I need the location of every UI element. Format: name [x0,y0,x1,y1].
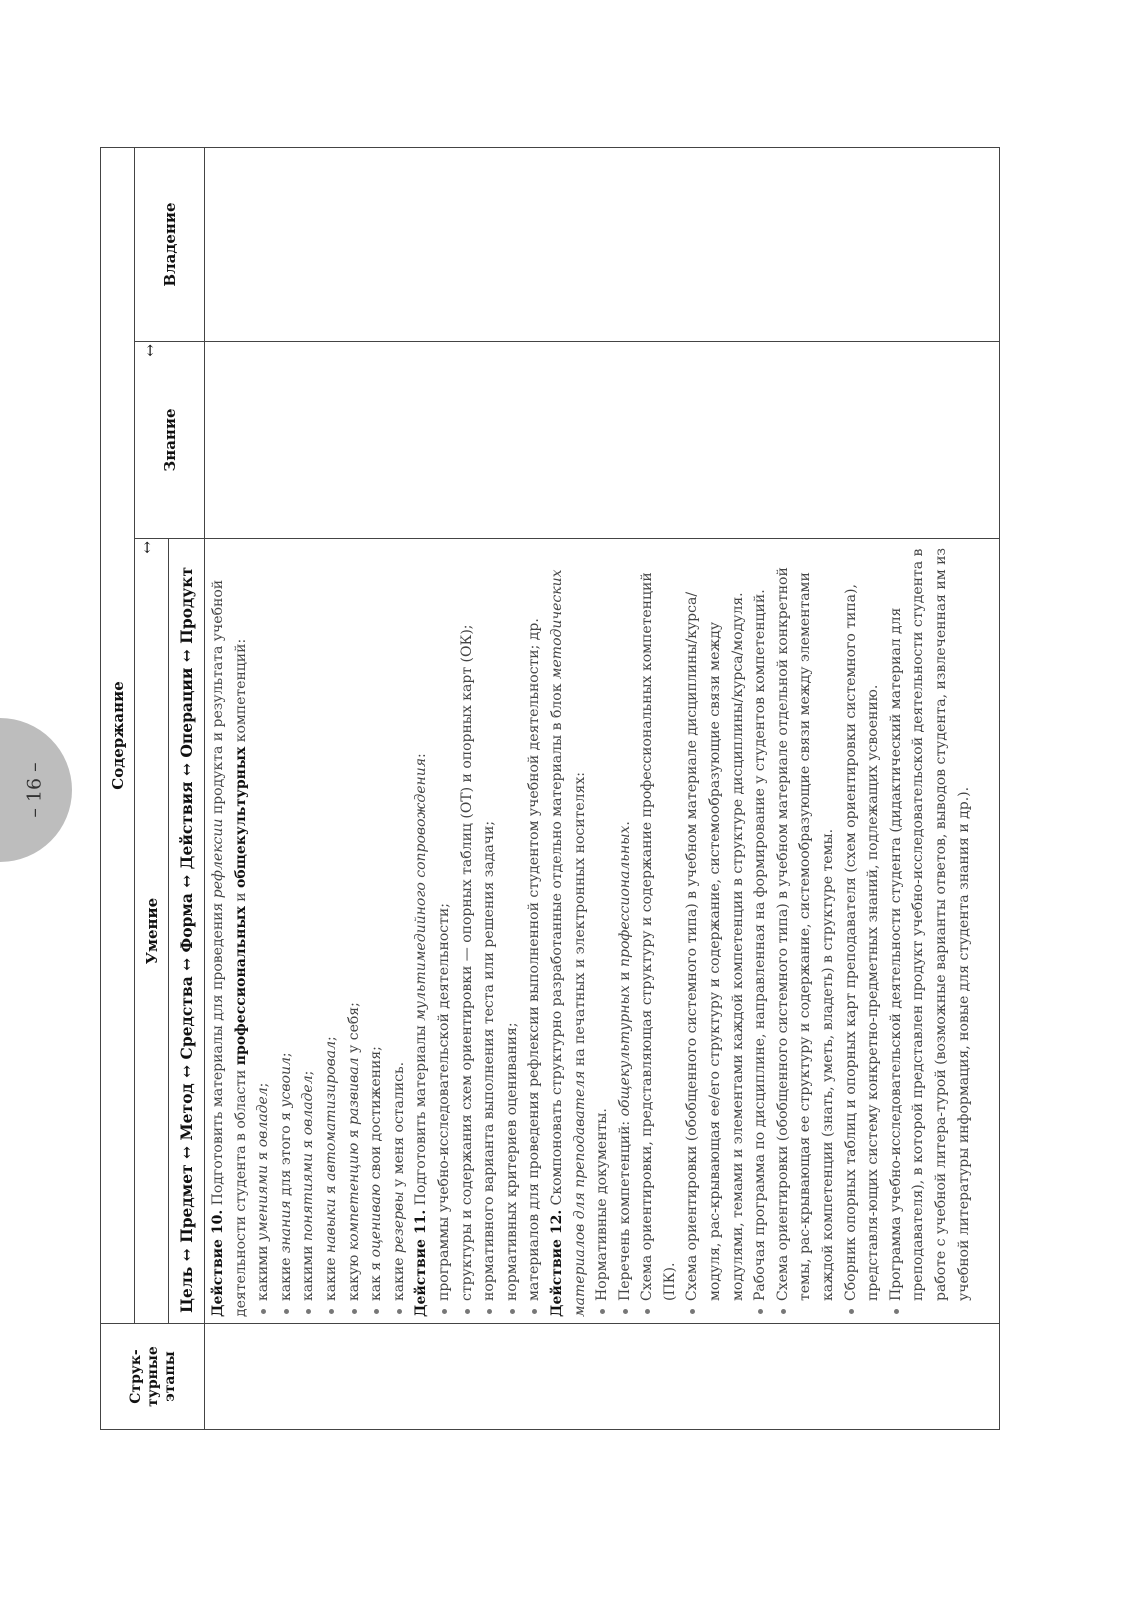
header-knowledge: Знание ↔ [135,342,205,539]
list-item: Программа учебно-исследовательской деятельности студента (дидактический материал для преподавателя), в которой представлен продукт учебно-исследовательской деятельности студента в работе с учебной литера-турой (возможные варианты ответов, выводов студента, извлеченная им из учебной литературы информация, новые для студента знания и др.). [885,545,975,1317]
list-item: Схема ориентировки, представляющая структуру и содержание профессиональных компетенций (ПК). [636,545,681,1317]
page-number-text: – 16 – [24,762,47,818]
list-item: Схема ориентировки (обобщенного системного типа) в учебном материале отдельной конкретной темы, рас-крывающая ее структуру и содержание, системообразующие связи между элементами каждой компетенции (знать, уметь, владеть) в структуре темы. [772,545,840,1317]
list-item: программы учебно-исследовательской деятельности; [433,545,456,1317]
list-item: какие резервы у меня остались. [388,545,411,1317]
list-item: материалов для проведения рефлексии выполненной студентом учебной деятельности; др. [523,545,546,1317]
list-item: Сборник опорных таблиц и опорных карт преподавателя (схем ориентировки системного типа), представля-ющих систему конкретно-предметных знаний, подлежащих усвоению. [840,545,885,1317]
header-chain: Цель ↔ Предмет ↔ Метод ↔ Средства ↔ Форма ↔ Действия ↔ Операции ↔ Продукт [169,539,205,1324]
list-item: какие навыки я автоматизировал; [320,545,343,1317]
header-content: Содержание [101,148,135,1324]
action-11-list [433,545,546,1317]
arrow-icon: ↔ [138,541,156,554]
knowledge-content-cell [205,342,1000,539]
rotated-table-wrapper [100,148,1000,1430]
list-item: Рабочая программа по дисциплине, направленная на формирование у студентов компетенций. [749,545,772,1317]
skill-content-cell [205,539,1000,1324]
action-10-intro: Действие 10. Подготовить материалы для проведения рефлексии продукта и результата учебной деятельности студента в области профессиональных и общекультурных компетенций: [210,579,249,1317]
action-11-intro: Действие 11. Подготовить материалы мультимедийного сопровождения: [413,753,430,1317]
page-number [10,732,60,848]
list-item: Схема ориентировки (обобщенного системного типа) в учебном материале дисциплины/курса/модуля, рас-крывающая ее/его структуру и содержание, системообразующие связи между модулями, темами и элементами каждой компетенции в структуре дисциплины/курса/модуля. [681,545,749,1317]
action-12-intro: Действие 12. Скомпоновать структурно разработанные отдельно материалы в блок методических материалов для преподавателя на печатных и электронных носителях: [548,569,588,1317]
header-skill: Умение ↔ [135,539,169,1324]
list-item: нормативных критериев оценивания; [501,545,524,1317]
header-mastery: Владение [135,148,205,342]
header-stages: Струк-турные этапы [101,1324,205,1430]
list-item: какие знания для этого я усвоил; [275,545,298,1317]
list-item: какими умениями я овладел; [252,545,275,1317]
list-item: какую компетенцию я развивал у себя; [343,545,366,1317]
list-item: нормативного варианта выполнения теста или решения задачи; [478,545,501,1317]
list-item: как я оцениваю свои достижения; [365,545,388,1317]
page-number-tab [0,718,72,862]
list-item: какими понятиями я овладел; [297,545,320,1317]
list-item: структуры и содержания схем ориентировки — опорных таблиц (ОТ) и опорных карт (ОК); [456,545,479,1317]
action-10-list [252,545,410,1317]
action-12-list [591,545,975,1317]
list-item: Нормативные документы. [591,545,614,1317]
content-table [100,147,1000,1430]
mastery-content-cell [205,148,1000,342]
actions-text [207,545,975,1317]
list-item: Перечень компетенций: общекультурных и профессиональных. [614,545,637,1317]
stage-cell [205,1324,1000,1430]
arrow-icon: ↔ [141,344,159,357]
